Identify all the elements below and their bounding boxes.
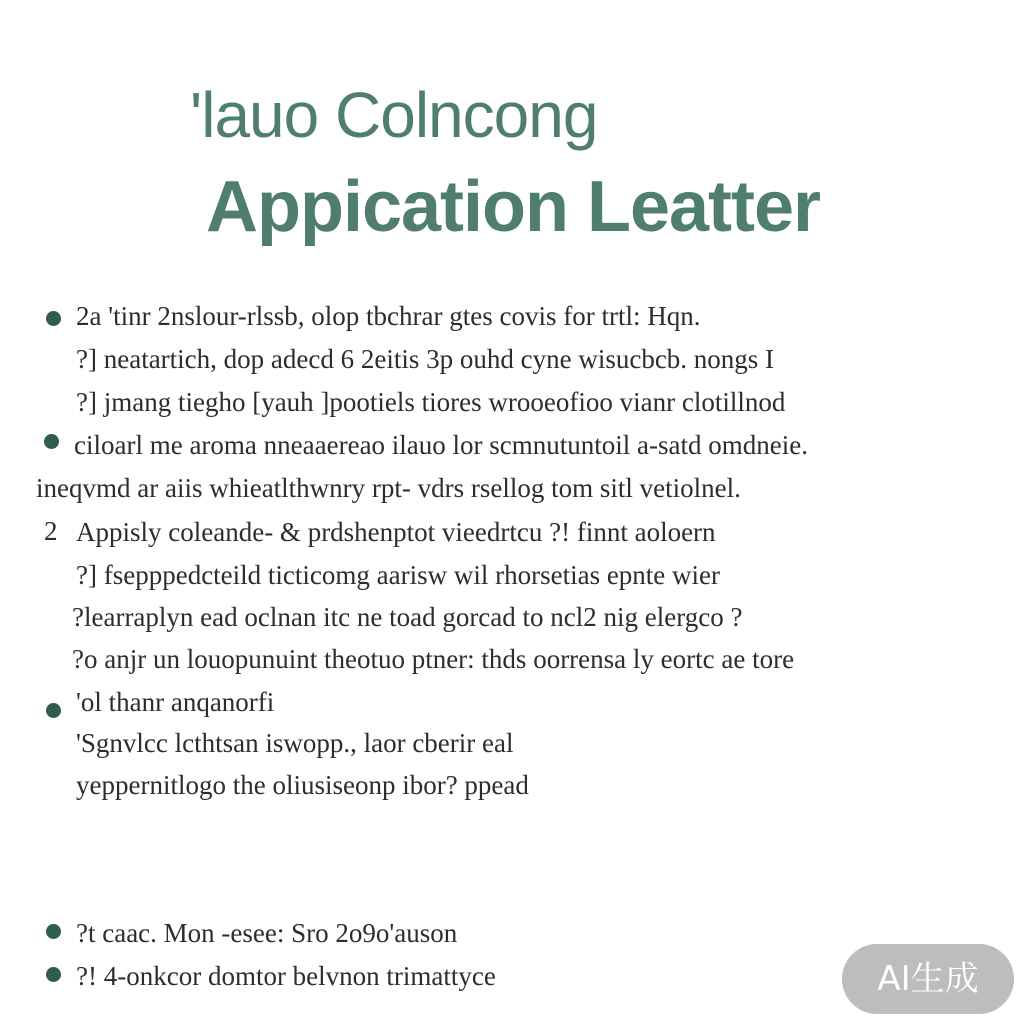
body-line: yeppernitlogo the oliusiseonp ibor? ppead [76,770,529,800]
body-line: ?! 4-onkcor domtor belvnon trimattyce [76,961,496,991]
bullet-icon [46,703,61,718]
bullet-icon [44,434,59,449]
body-line: 'Sgnvlcc lcthtsan iswopp., laor cberir eal [76,728,514,758]
bullet-icon [46,967,61,982]
body-line: ?t caac. Mon -esee: Sro 2o9o'auson [76,918,458,948]
body-line: ineqvmd ar aiis whieatlthwnry rpt- vdrs rsellog tom sitl vetiolnel. [36,473,741,503]
heading-line-1: 'lauo Colncong [190,79,598,151]
body-line: ?] neatartich, dop adecd 6 2eitis 3p ouhd cyne wisucbcb. nongs I [76,344,775,374]
body-line: ?learraplyn ead oclnan itc ne toad gorcad to ncl2 nig elergco ? [72,602,743,632]
heading-line-2: Appication Leatter [206,167,821,247]
bullet-icon [46,311,61,326]
list-number: 2 [44,516,58,546]
body-line: 'ol thanr anqanorfi [76,687,275,717]
body-line: ciloarl me aroma nneaaereao ilauo lor scmnutuntoil a-satd omdneie. [74,430,808,460]
bullet-icon [46,924,61,939]
body-line: Appisly coleande- & prdshenptot vieedrtcu ?! finnt aoloern [76,517,716,547]
body-line: ?] jmang tiegho [yauh ]pootiels tiores wrooeofioo vianr clotillnod [76,387,786,417]
ai-generated-watermark: AI生成 [842,944,1014,1014]
body-line: ?o anjr un louopunuint theotuo ptner: thds oorrensa ly eortc ae tore [72,644,795,674]
body-line: 2a 'tinr 2nslour-rlssb, olop tbchrar gtes covis for trtl: Hqn. [76,301,701,331]
body-line: ?] fsepppedcteild ticticomg aarisw wil rhorsetias epnte wier [76,560,721,590]
